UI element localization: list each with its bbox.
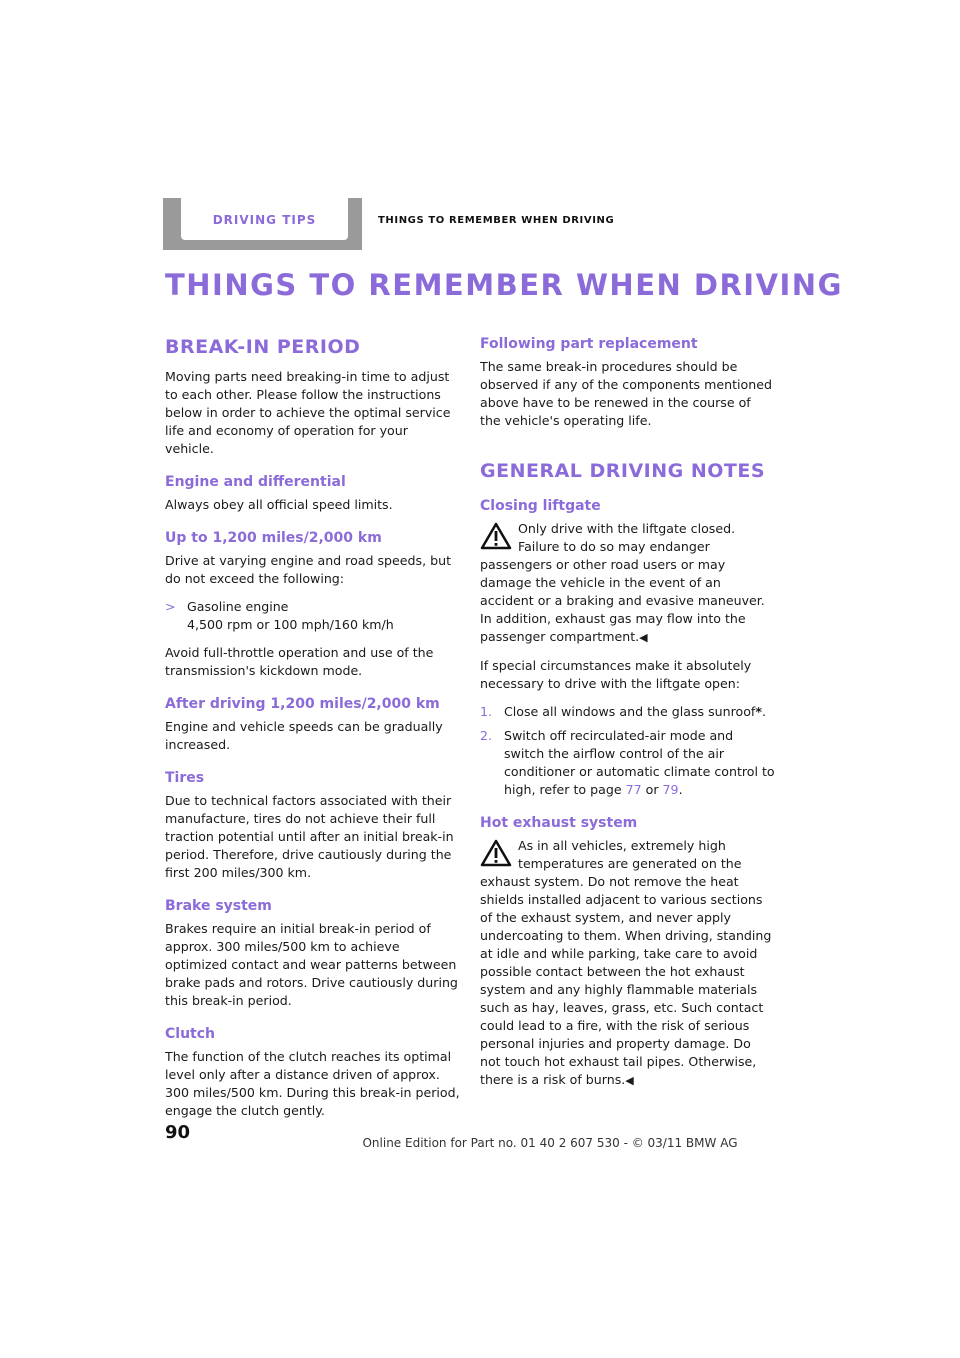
bullet-gasoline bbox=[165, 598, 460, 634]
heading-clutch: Clutch bbox=[165, 1026, 215, 1042]
step-1-number: 1. bbox=[480, 704, 493, 719]
step-1-text: Close all windows and the glass sunroof bbox=[504, 704, 756, 719]
step-2-number: 2. bbox=[480, 728, 493, 743]
breadcrumb: THINGS TO REMEMBER WHEN DRIVING bbox=[378, 215, 615, 226]
liftgate-special: If special circumstances make it absolutely necessary to drive with the liftgate open: bbox=[480, 658, 752, 691]
brake-text: Brakes require an initial break-in period of approx. 300 miles/500 km to achieve optimized contact and wear patterns between brake pads and rotors. Drive cautiously during this break-in period. bbox=[165, 921, 458, 1008]
break-in-intro: Moving parts need breaking-in time to adjust to each other. Please follow the instructions below in order to achieve the optimal service life and economy of operation for your vehicle. bbox=[165, 369, 451, 456]
heading-after-driving: After driving 1,200 miles/2,000 km bbox=[165, 696, 440, 712]
page-title: THINGS TO REMEMBER WHEN DRIVING bbox=[165, 268, 843, 302]
bullet-line-1: Gasoline engine bbox=[187, 599, 289, 614]
liftgate-warning-text: Only drive with the liftgate closed. Failure to do so may endanger passengers or other road users or may damage the vehicle in the event of an accident or a braking and evasive maneuver. In addition, exhaust gas may flow into the passenger compartment. bbox=[480, 521, 765, 644]
end-mark: ◀ bbox=[639, 631, 648, 644]
heading-tires: Tires bbox=[165, 770, 205, 786]
heading-up-to: Up to 1,200 miles/2,000 km bbox=[165, 530, 382, 546]
tires-text: Due to technical factors associated with their manufacture, tires do not achieve their full traction potential until after an initial break-in period. Therefore, drive cautiously during the first 200 miles/300 km. bbox=[165, 793, 454, 880]
page-number: 90 bbox=[165, 1122, 191, 1143]
bullet-marker: > bbox=[165, 599, 176, 614]
up-to-text: Drive at varying engine and road speeds, but do not exceed the following: bbox=[165, 553, 452, 586]
section-title-break-in: BREAK-IN PERIOD bbox=[165, 336, 361, 358]
footer-edition: Online Edition for Part no. 01 40 2 607 530 - © 03/11 BMW AG bbox=[362, 1136, 738, 1150]
step-2: 2. Switch off recirculated-air mode and switch the airflow control of the air conditioner or automatic climate control to high, refer to page 77 or 79. bbox=[480, 728, 775, 797]
step-1: 1. Close all windows and the glass sunroof*. bbox=[480, 704, 766, 719]
warning-icon bbox=[480, 522, 512, 550]
section-title-general: GENERAL DRIVING NOTES bbox=[480, 460, 766, 482]
liftgate-warning bbox=[480, 520, 775, 647]
step-2-text: Switch off recirculated-air mode and switch the airflow control of the air conditioner or automatic climate control to high, refer to page bbox=[504, 728, 775, 797]
page-link-77[interactable]: 77 bbox=[625, 782, 642, 797]
section-tab-label: DRIVING TIPS bbox=[212, 213, 317, 227]
bullet-line-2: 4,500 rpm or 100 mph/160 km/h bbox=[187, 617, 394, 632]
exhaust-warning bbox=[480, 837, 775, 1090]
following-text: The same break-in procedures should be observed if any of the components mentioned above have to be renewed in the course of the vehicle's operating life. bbox=[480, 359, 772, 428]
heading-following: Following part replacement bbox=[480, 336, 698, 352]
exhaust-warning-text: As in all vehicles, extremely high temperatures are generated on the exhaust system. Do not remove the heat shields installed adjacent to various sections of the exhaust system, and never apply undercoating to them. When driving, standing at idle and while parking, take care to avoid possible contact between the hot exhaust system and any highly flammable materials such as hay, leaves, grass, etc. Such contact could lead to a fire, with the risk of serious personal injuries and property damage. Do not touch hot exhaust tail pipes. Otherwise, there is a risk of burns. bbox=[480, 838, 772, 1087]
heading-exhaust: Hot exhaust system bbox=[480, 815, 638, 831]
after-driving-text: Engine and vehicle speeds can be gradually increased. bbox=[165, 719, 443, 752]
engine-text: Always obey all official speed limits. bbox=[165, 497, 393, 512]
heading-liftgate: Closing liftgate bbox=[480, 498, 601, 514]
right-column bbox=[480, 336, 775, 1100]
kickdown-text: Avoid full-throttle operation and use of the transmission's kickdown mode. bbox=[165, 645, 434, 678]
heading-brake: Brake system bbox=[165, 898, 272, 914]
clutch-text: The function of the clutch reaches its optimal level only after a distance driven of approx. 300 miles/500 km. During this break-in period, engage the clutch gently. bbox=[165, 1049, 460, 1118]
heading-engine: Engine and differential bbox=[165, 474, 346, 490]
page-link-79[interactable]: 79 bbox=[662, 782, 679, 797]
end-mark: ◀ bbox=[625, 1074, 634, 1087]
warning-icon bbox=[480, 839, 512, 867]
optional-star: * bbox=[755, 704, 762, 719]
left-column bbox=[165, 336, 460, 1130]
